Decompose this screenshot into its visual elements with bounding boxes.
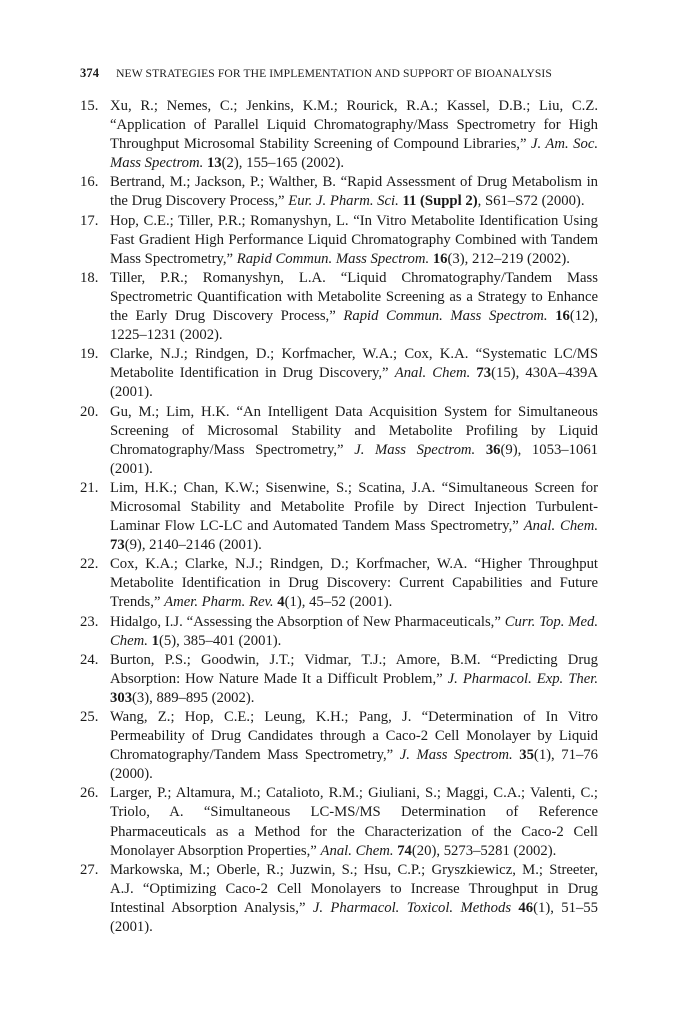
reference-authors: Tiller, P.R.; Romanyshyn, L.A. <box>110 269 326 286</box>
reference-authors: Wang, Z.; Hop, C.E.; Leung, K.H.; Pang, J. <box>110 709 412 725</box>
running-title: NEW STRATEGIES FOR THE IMPLEMENTATION AND SUPPORT OF BIOANALYSIS <box>116 67 552 80</box>
reference-journal: J. Mass Spectrom. <box>399 747 513 764</box>
reference-volume: 1 <box>151 632 159 649</box>
reference-volume: 16 <box>432 250 448 267</box>
reference-title: “In Vitro Metabolite Identification Using Fast Gradient High Performance Liquid Chromatography Combined with Tandem Mass Spectrometry,” <box>110 212 598 267</box>
reference-title: “An Intelligent Data Acquisition System for Simultaneous Screening of Microsomal Stability and Metabolite Profiling by Liquid Chromatography/Mass Spectrometry,” <box>110 403 598 458</box>
reference-authors: Xu, R.; Nemes, C.; Jenkins, K.M.; Rourick, R.A.; Kassel, D.B.; Liu, C.Z. <box>110 98 598 114</box>
reference-pages-year: (12), 1225–1231 (2002). <box>110 308 599 344</box>
reference-journal: J. Am. Soc. Mass Spectrom. <box>110 136 599 172</box>
reference-number: 25. <box>80 709 99 725</box>
reference-title: “Predicting Drug Absorption: How Nature Made It a Difficult Problem,” <box>110 651 598 687</box>
reference-pages-year: (9), 1053–1061 (2001). <box>110 441 599 477</box>
reference-item <box>80 651 598 708</box>
reference-authors: Bertrand, M.; Jackson, P.; Walther, B. <box>110 174 336 191</box>
reference-pages-year: (2), 155–165 (2002). <box>221 155 345 172</box>
reference-volume: 73 <box>476 365 492 382</box>
reference-authors: Hidalgo, I.J. <box>110 613 183 630</box>
reference-journal: J. Pharmacol. Exp. Ther. <box>447 670 598 687</box>
reference-volume: 4 <box>277 594 285 611</box>
reference-title: “Optimizing Caco-2 Cell Monolayers to Increase Throughput in Drug Intestinal Absorption Analysis,” <box>110 880 598 916</box>
reference-authors: Markowska, M.; Oberle, R.; Juzwin, S.; Hsu, C.P.; Gryszkiewicz, M.; Streeter, A.J. <box>110 861 598 897</box>
reference-pages-year: (1), 45–52 (2001). <box>284 594 393 611</box>
reference-number: 19. <box>80 346 99 363</box>
reference-title: “Assessing the Absorption of New Pharmaceuticals,” <box>186 613 501 630</box>
reference-item <box>80 269 598 345</box>
reference-volume: 46 <box>518 899 534 916</box>
reference-authors: Burton, P.S.; Goodwin, J.T.; Vidmar, T.J.; Amore, B.M. <box>110 651 481 668</box>
reference-item <box>80 97 598 173</box>
reference-pages-year: (20), 5273–5281 (2002). <box>411 842 557 859</box>
reference-volume: 303 <box>110 689 133 706</box>
reference-volume: 35 <box>519 747 534 764</box>
reference-item <box>80 708 598 784</box>
running-header <box>80 66 600 81</box>
reference-volume: 73 <box>110 537 125 554</box>
reference-item <box>80 784 598 860</box>
reference-title: “Systematic LC/MS Metabolite Identification in Drug Discovery,” <box>110 346 598 382</box>
reference-pages-year: (1), 51–55 (2001). <box>110 899 598 936</box>
reference-item <box>80 479 598 555</box>
reference-journal: Anal. Chem. <box>320 842 394 859</box>
reference-journal: Anal. Chem. <box>394 365 471 382</box>
reference-journal: Amer. Pharm. Rev. <box>164 594 274 611</box>
reference-authors: Larger, P.; Altamura, M.; Catalioto, R.M.; Giuliani, S.; Maggi, C.A.; Valenti, C.; Triolo, A. <box>110 785 598 821</box>
reference-volume: 74 <box>397 842 412 859</box>
reference-item <box>80 173 598 211</box>
reference-number: 20. <box>80 403 99 420</box>
reference-item <box>80 861 598 937</box>
reference-item <box>80 555 598 612</box>
reference-authors: Cox, K.A.; Clarke, N.J.; Rindgen, D.; Korfmacher, W.A. <box>110 556 468 573</box>
reference-title: “Determination of In Vitro Permeability of Drug Candidates through a Caco-2 Cell Monolayer by Liquid Chromatography/Tandem Mass Spectrometry,” <box>110 709 599 764</box>
reference-journal: J. Mass Spectrom. <box>354 441 476 458</box>
reference-title: “Simultaneous LC-MS/MS Determination of Reference Pharmaceuticals as a Method for the Characterization of the Caco-2 Cell Monolayer Absorption Properties,” <box>110 804 599 859</box>
reference-authors: Clarke, N.J.; Rindgen, D.; Korfmacher, W.A.; Cox, K.A. <box>110 346 469 363</box>
reference-number: 21. <box>80 479 99 496</box>
reference-number: 22. <box>80 556 99 573</box>
reference-pages-year: (9), 2140–2146 (2001). <box>124 537 262 554</box>
reference-pages-year: , S61–S72 (2000). <box>477 193 585 210</box>
reference-item <box>80 212 598 269</box>
reference-number: 18. <box>80 269 99 286</box>
reference-volume: 11 (Suppl 2) <box>402 193 478 210</box>
reference-number: 23. <box>80 613 99 630</box>
reference-journal: J. Pharmacol. Toxicol. Methods <box>312 899 512 916</box>
reference-authors: Hop, C.E.; Tiller, P.R.; Romanyshyn, L. <box>110 212 349 229</box>
reference-pages-year: (1), 71–76 (2000). <box>110 747 598 783</box>
reference-pages-year: (15), 430A–439A (2001). <box>110 365 599 401</box>
reference-volume: 36 <box>485 441 501 458</box>
reference-number: 15. <box>80 98 99 114</box>
reference-list <box>80 97 598 937</box>
page-number: 374 <box>80 66 100 80</box>
reference-journal: Rapid Commun. Mass Spectrom. <box>236 250 430 267</box>
reference-volume: 16 <box>555 308 570 325</box>
reference-journal: Anal. Chem. <box>523 518 598 535</box>
reference-title: “Higher Throughput Metabolite Identification in Drug Discovery: Current Capabilities and Future Trends,” <box>110 556 599 611</box>
reference-authors: Lim, H.K.; Chan, K.W.; Sisenwine, S.; Scatina, J.A. <box>110 479 436 496</box>
reference-item <box>80 345 598 402</box>
reference-item <box>80 403 598 479</box>
reference-number: 17. <box>80 212 99 229</box>
reference-journal: Rapid Commun. Mass Spectrom. <box>343 308 548 325</box>
reference-title: “Application of Parallel Liquid Chromatography/Mass Spectrometry for High Throughput Microsomal Stability Screening of Compound Libraries,” <box>110 117 598 153</box>
reference-pages-year: (3), 212–219 (2002). <box>447 250 570 267</box>
reference-volume: 13 <box>206 155 222 172</box>
reference-number: 16. <box>80 174 99 191</box>
reference-authors: Gu, M.; Lim, H.K. <box>110 403 230 420</box>
reference-journal: Curr. Top. Med. Chem. <box>110 613 599 649</box>
reference-journal: Eur. J. Pharm. Sci. <box>288 193 399 210</box>
reference-number: 26. <box>80 785 99 802</box>
reference-title: “Simultaneous Screen for Microsomal Stability and Metabolite Profile by Direct Injection Turbulent-Laminar Flow LC-LC and Automated Tandem Mass Spectrometry,” <box>110 479 599 535</box>
reference-number: 24. <box>80 651 99 668</box>
reference-title: “Liquid Chromatography/Tandem Mass Spectrometric Quantification with Metabolite Screening as a Strategy to Enhance the Early Drug Discovery Process,” <box>110 269 598 325</box>
reference-item <box>80 613 598 651</box>
reference-pages-year: (5), 385–401 (2001). <box>158 632 282 649</box>
reference-title: “Rapid Assessment of Drug Metabolism in the Drug Discovery Process,” <box>110 174 599 210</box>
reference-number: 27. <box>80 861 99 878</box>
reference-pages-year: (3), 889–895 (2002). <box>132 689 255 706</box>
